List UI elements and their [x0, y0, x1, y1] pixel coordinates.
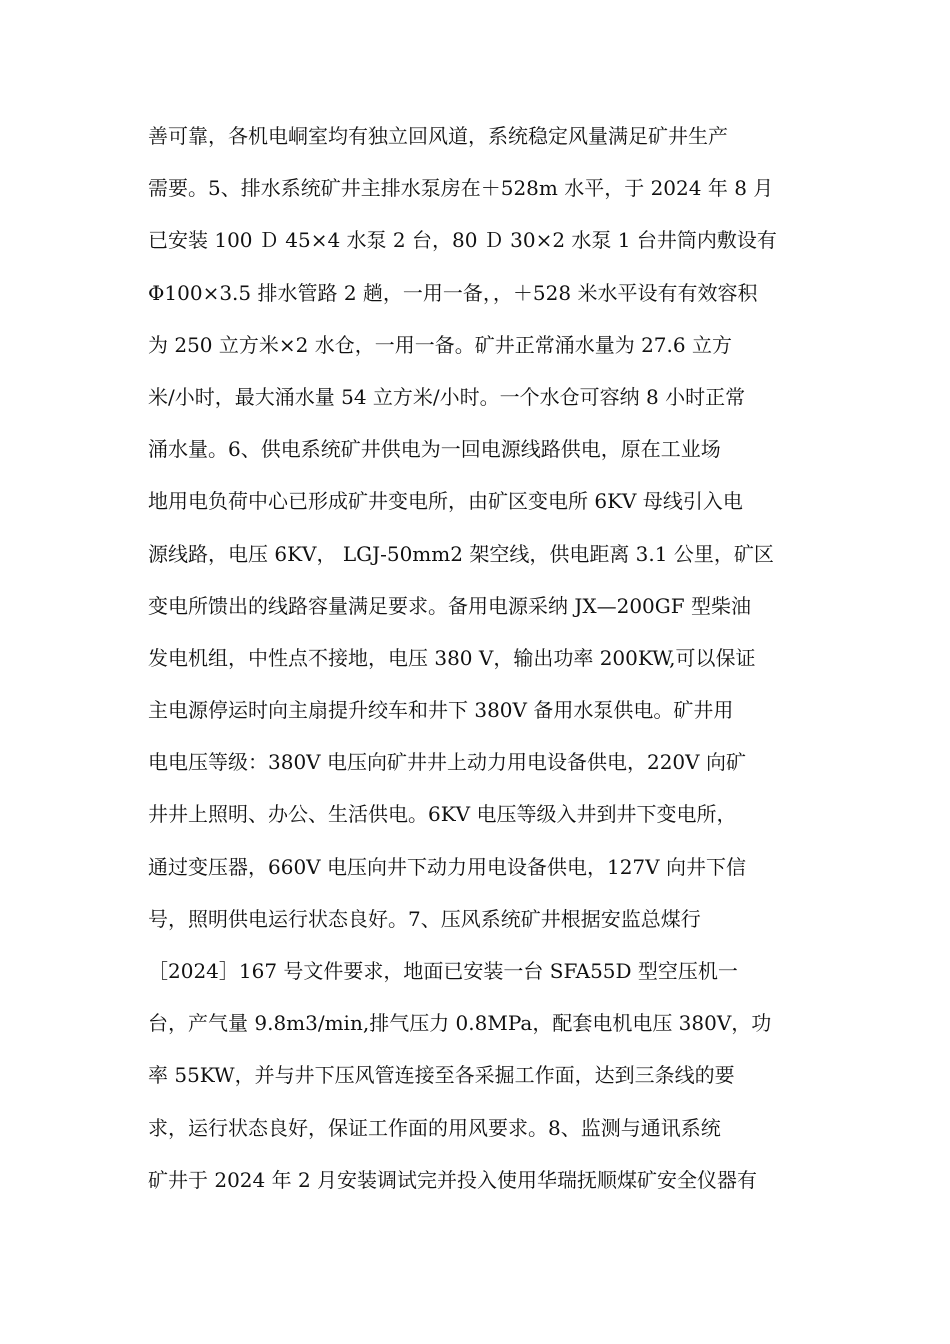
- text-line: 米/小时，最大涌水量 54 立方米/小时。一个水仓可容纳 8 小时正常: [148, 384, 746, 409]
- text-line: 为 250 立方米×2 水仓，一用一备。矿井正常涌水量为 27.6 立方: [148, 332, 732, 357]
- text-line: ［2024］167 号文件要求，地面已安装一台 SFA55D 型空压机一: [148, 959, 738, 983]
- text-line: 已安装 100 Ｄ 45×4 水泵 2 台，80 Ｄ 30×2 水泵 1 台井筒内敷设有: [148, 228, 777, 253]
- text-line: 矿井于 2024 年 2 月安装调试完并投入使用华瑞抚顺煤矿安全仪器有: [148, 1167, 758, 1192]
- text-line: 发电机组，中性点不接地，电压 380 V，输出功率 200KW,可以保证: [148, 645, 756, 670]
- text-line: 井井上照明、办公、生活供电。6KV 电压等级入井到井下变电所，: [148, 802, 737, 827]
- text-line: 涌水量。6、供电系统矿井供电为一回电源线路供电，原在工业场: [148, 437, 721, 462]
- text-line: 号，照明供电运行状态良好。7、压风系统矿井根据安监总煤行: [148, 906, 701, 931]
- text-line: 台，产气量 9.8m3/min,排气压力 0.8MPa，配套电机电压 380V，功: [148, 1011, 772, 1036]
- text-line: 需要。5、排水系统矿井主排水泵房在＋528m 水平，于 2024 年 8 月: [148, 176, 774, 201]
- text-line: Φ100×3.5 排水管路 2 趟，一用一备，，＋528 米水平设有有效容积: [148, 280, 758, 305]
- text-line: 主电源停运时向主扇提升绞车和井下 380V 备用水泵供电。矿井用: [148, 698, 734, 723]
- text-line: 善可靠，各机电峒室均有独立回风道，系统稳定风量满足矿井生产: [148, 124, 728, 148]
- text-line: 率 55KW，并与井下压风管连接至各采掘工作面，达到三条线的要: [148, 1063, 735, 1088]
- text-line: 源线路，电压 6KV， LGJ-50mm2 架空线，供电距离 3.1 公里，矿区: [148, 541, 774, 566]
- text-line: 变电所馈出的线路容量满足要求。备用电源采纳 JX—200GF 型柴油: [148, 593, 751, 618]
- text-line: 电电压等级：380V 电压向矿井井上动力用电设备供电，220V 向矿: [148, 750, 746, 775]
- text-line: 通过变压器，660V 电压向井下动力用电设备供电，127V 向井下信: [148, 854, 746, 879]
- text-line: 地用电负荷中心已形成矿井变电所，由矿区变电所 6KV 母线引入电: [148, 489, 743, 514]
- text-line: 求，运行状态良好，保证工作面的用风要求。8、监测与通讯系统: [148, 1115, 721, 1140]
- document-body: [148, 114, 808, 1210]
